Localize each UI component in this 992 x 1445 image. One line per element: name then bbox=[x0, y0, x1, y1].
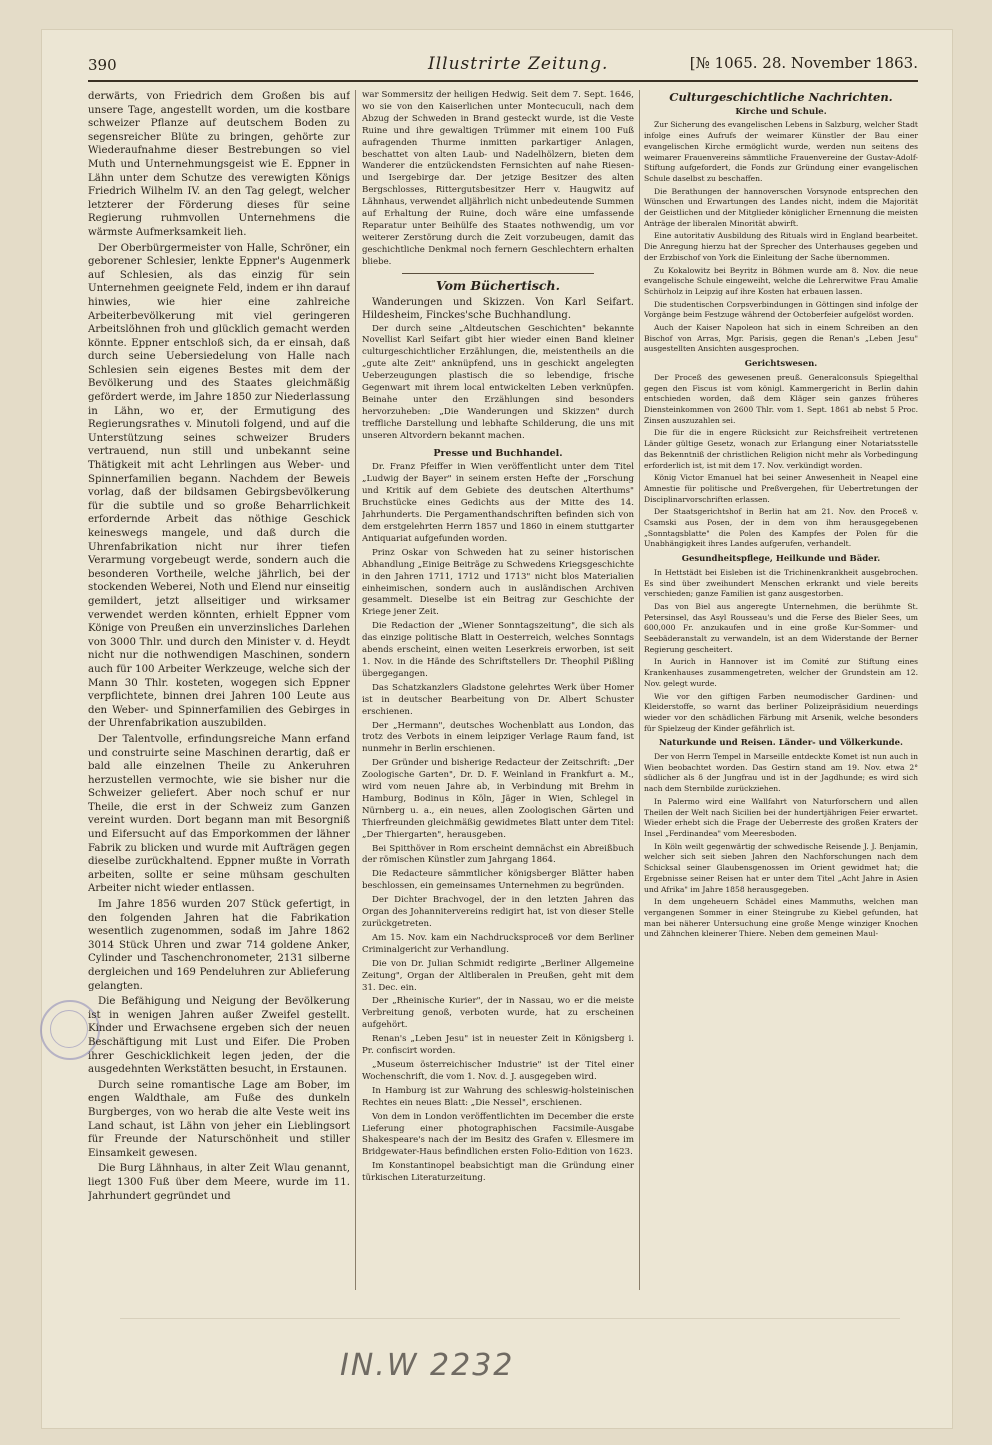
news-item: Das von Biel aus angeregte Unternehmen, die berühmte St. Petersinsel, das Asyl Rousseau's und die Ferse des Bieler Sees, um 600,000 Fr. anzukaufen und in eine große Kur-Sommer- und Seebäderanstalt zu verwandeln, ist an dem Widerstande der Berner Regierung gescheitert. bbox=[644, 601, 918, 654]
news-item: Der „Hermann", deutsches Wochenblatt aus London, das trotz des Verbots in einem leipziger Verlage Raum fand, ist nunmehr in Berlin erschienen. bbox=[362, 720, 634, 755]
header-rule bbox=[88, 80, 918, 82]
book-title: Wanderungen und Skizzen. Von Karl Seifart. Hildesheim, Finckes'sche Buchhandlung. bbox=[362, 296, 634, 321]
news-item: Eine autoritativ Ausbildung des Rituals wird in England bearbeitet. Die Anregung hierzu hat der Sprecher des Unterhauses gegeben und der Erzbischof von York die Einleitung der Sache übernommen. bbox=[644, 231, 918, 262]
article-paragraph: Die Befähigung und Neigung der Bevölkerung ist in wenigen Jahren außer Zweifel gestellt. Kinder und Erwachsene ergeben sich der neuen Beschäftigung mit Lust und Eifer. Die Proben ihrer Geschicklichkeit legen jeden, der die ausgedehnten Werkstätten besucht, in Erstaunen. bbox=[88, 996, 350, 1076]
news-item: In Palermo wird eine Wallfahrt von Naturforschern und allen Theilen der Welt nach Sicilien bei der hundertjährigen Feier erwartet. Wieder erhebt sich die Frage der Ueberreste des großen Kraters der Insel „Ferdinandea" vom Meeresboden. bbox=[644, 796, 918, 838]
news-item: Der Proceß des gewesenen preuß. Generalconsuls Spiegelthal gegen den Fiscus ist vom königl. Kammergericht in Berlin dahin entschieden worden, daß dem Kläger sein ganzes früheres Diensteinkommen von 2600 Thlr. vom 1. Sept. 1861 ab nebst 5 Proc. Zinsen auszuzahlen sei. bbox=[644, 372, 918, 425]
news-item: Der „Rheinische Kurier", der in Nassau, wo er die meiste Verbreitung genoß, verboten wurde, hat zu erscheinen aufgehört. bbox=[362, 996, 634, 1031]
news-item: Renan's „Leben Jesu" ist in neuester Zeit in Königsberg i. Pr. confiscirt worden. bbox=[362, 1034, 634, 1057]
news-item: Der Gründer und bisherige Redacteur der Zeitschrift: „Der Zoologische Garten", Dr. D. F. Weinland in Frankfurt a. M., wird vom neuen Jahre ab, in Verbindung mit Brehm in Hamburg, Bodinus in Köln, Jäger in Wien, Schlegel in Nürnberg u. a., ein neues, allen Zoologischen Gärten und Thierfreunden gleichmäßig gewidmetes Blatt unter dem Titel: „Der Thiergarten", herausgeben. bbox=[362, 758, 634, 840]
article-paragraph: Der Oberbürgermeister von Halle, Schröner, ein geborener Schlesier, lenkte Eppner's Augenmerk auf Schlesien, als das einzig für sein Unternehmen geeignete Feld, indem er ihn darauf hinwies, wie hier eine zahlreiche Arbeiterbevölkerung mit viel geringeren Arbeitslöhnen froh und glücklich gemacht werden könnte. Eppner entschloß sich, da er einsah, daß durch seine Uebersiedelung von Halle nach Schlesien sein eigenes Bestes mit dem der Bevölkerung und des Staates gleichmäßig gefördert werde, im Jahre 1850 zur Niederlassung in Lähn, wo er, der Ermutigung des Regierungsrathes v. Minutoli folgend, und auf die Unterstützung seines schweizer Bruders vertrauend, nun still und unbekannt seine Thätigkeit mit acht Lehrlingen aus Weber- und Spinnerfamilien begann. Nachdem der Beweis vorlag, daß der bildsamen Gebirgsbevölkerung für die subtile und so große Beharrlichkeit erfordernde Arbeit das nöthige Geschick keineswegs mangele, und daß durch die Uhrenfabrikation nicht nur ihrer tiefen Verarmung vorgebeugt werde, sondern auch die besonderen Vortheile, welche jährlich, bei der stockenden Weberei, Noth und Elend nur einseitig gemildert, jetzt allseitiger und wirksamer verwendet werden könnten, erhielt Eppner vom Könige von Preußen ein unverzinsliches Darlehen von 3000 Thlr. und durch den Minister v. d. Heydt nicht nur die nothwendigen Maschinen, sondern auch für 100 Arbeiter Werkzeuge, welche sich der Mann 30 Thlr. kosteten, wogegen sich Eppner verpflichtete, binnen drei Jahren 100 Leute aus den Weber- und Spinnerfamilien des Gebirges in der Uhrenfabrikation auszubilden. bbox=[88, 242, 350, 730]
article-paragraph: derwärts, von Friedrich dem Großen bis auf unsere Tage, angestellt worden, um die kostbare schweizer Pflanze auf deutschem Boden zu segensreicher Blüte zu bringen, gehörte zur Wiederaufnahme dieser Bestrebungen so viel Muth und Unternehmungsgeist wie E. Eppner in Lähn unter dem Schutze des verewigten Königs Friedrich Wilhelm IV. an den Tag gelegt, welcher letzterer der Förderung dieses für seine Regierung ruhmvollen Unternehmens die wärmste Aufmerksamkeit lieh. bbox=[88, 91, 350, 238]
section-heading-press: Presse und Buchhandel. bbox=[433, 447, 563, 459]
news-item: Die Berathungen der hannoverschen Vorsynode entsprechen den Wünschen und Erwartungen des Landes nicht, indem die Majorität der Geistlichen und der Mitglieder königlicher Ernennung die meisten Anträge der liberalen Minorität abwirft. bbox=[644, 186, 918, 228]
column-3 bbox=[644, 90, 918, 1290]
news-item: Am 15. Nov. kam ein Nachdrucksproceß vor dem Berliner Criminalgericht zur Verhandlung. bbox=[362, 932, 634, 955]
column-separator bbox=[355, 90, 356, 1290]
column-2 bbox=[362, 90, 634, 1290]
news-item: Das Schatzkanzlers Gladstone gelehrtes Werk über Homer ist in deutscher Bearbeitung von Dr. Albert Schuster erschienen. bbox=[362, 682, 634, 717]
news-item: „Museum österreichischer Industrie" ist der Titel einer Wochenschrift, die vom 1. Nov. d. J. ausgegeben wird. bbox=[362, 1059, 634, 1082]
news-item: In Köln weilt gegenwärtig der schwedische Reisende J. J. Benjamin, welcher sich seit sieben Jahren den Nachforschungen nach dem Schicksal seiner Glaubensgenossen im Orient gewidmet hat; die Ergebnisse seiner Reisen hat er unter dem Titel „Acht Jahre in Asien und Afrika" im Jahre 1858 herausgegeben. bbox=[644, 841, 918, 894]
news-item: Die von Dr. Julian Schmidt redigirte „Berliner Allgemeine Zeitung", Organ der Altliberalen in Preußen, geht mit dem 31. Dec. ein. bbox=[362, 958, 634, 993]
column-separator bbox=[639, 90, 640, 1290]
news-item: Der Dichter Brachvogel, der in den letzten Jahren das Organ des Johannitervereins redigirt hat, ist von dieser Stelle zurückgetreten. bbox=[362, 895, 634, 929]
article-paragraph: Durch seine romantische Lage am Bober, im engen Waldthale, am Fuße des dunkeln Burgberges, von wo herab die alte Veste weit ins Land schaut, ist Lähn von jeher ein Lieblingsort für Freunde der Naturschönheit und stiller Einsamkeit gewesen. bbox=[88, 1079, 350, 1159]
news-item: In Aurich in Hannover ist im Comité zur Stiftung eines Krankenhauses zusammengetreten, welcher der Grundstein am 12. Nov. gelegt wurde. bbox=[644, 657, 918, 688]
page-number: 390 bbox=[88, 56, 117, 74]
news-item: Dr. Franz Pfeiffer in Wien veröffentlicht unter dem Titel „Ludwig der Bayer" in seinem ersten Hefte der „Forschung und Kritik auf dem Gebiete des deutschen Alterthums" Bruchstücke eines Gedichts aus der Mitte des 14. Jahrhunderts. Die Pergamenthandschriften befinden sich von dem erstgelehrten Herrn 1857 und 1860 in einem stuttgarter Antiquariat aufgefunden worden. bbox=[362, 462, 634, 544]
article-paragraph: Die Burg Lähnhaus, in alter Zeit Wlau genannt, liegt 1300 Fuß über dem Meere, wurde im 11. Jahrhundert gegründet und bbox=[88, 1163, 350, 1202]
subheading-church: Kirche und Schule. bbox=[735, 106, 827, 117]
news-item: Die studentischen Corpsverbindungen in Göttingen sind infolge der Vorgänge beim Festzuge während der Octoberfeier aufgelöst worden. bbox=[644, 299, 918, 320]
news-item: Die Redaction der „Wiener Sonntagszeitung", die sich als das einzige politische Blatt in Oesterreich, welches Sonntags abends erscheint, einen weiten Leserkreis erworben, ist seit 1. Nov. in die Hände des Schriftstellers Dr. Theophil Pißling übergegangen. bbox=[362, 621, 634, 679]
news-item: Die Redacteure sämmtlicher königsberger Blätter haben beschlossen, ein gemeinsames Unternehmen zu begründen. bbox=[362, 869, 634, 892]
fold-line bbox=[120, 1318, 900, 1319]
issue-date: [№ 1065. 28. November 1863. bbox=[689, 54, 918, 72]
news-item: Wie vor den giftigen Farben neumodischer Gardinen- und Kleiderstoffe, so warnt das berliner Polizeipräsidium neuerdings wieder vor den schädlichen Färbung mit Arsenik, welche besonders für Spielzeug der Kinder gefährlich ist. bbox=[644, 691, 918, 733]
book-review: Der durch seine „Altdeutschen Geschichten" bekannte Novellist Karl Seifart gibt hier wieder einen Band kleiner culturgeschichtlicher Erzählungen, die, meistentheils an die „gute alte Zeit" anknüpfend, uns in geschickt angelegten Ueberzeugungen plastisch die so lebendige, frische Gegenwart mit ihrem local entwickelten Leben verknüpfen. Beinahe unter den Erzählungen sind besonders hervorzuheben: „Die Wanderungen und Skizzen" durch treffliche Darstellung und lebhafte Schilderung, die uns mit unseren Altvordern bekannt machen. bbox=[362, 323, 634, 441]
news-item: Bei Spitthöver in Rom erscheint demnächst ein Abreißbuch der römischen Künstler zum Jahrgang 1864. bbox=[362, 843, 634, 866]
article-paragraph: Der Talentvolle, erfindungsreiche Mann erfand und construirte seine Maschinen derartig, daß er bald alle einzelnen Theile zu Ankeruhren herzustellen vermochte, wie sie bisher nur die Schweizer geliefert. Aber noch schuf er nur Theile, die erst in der Schweiz zum Ganzen vereint wurden. Dort begann man mit Besorgniß und Eifersucht auf das Emporkommen der lähner Fabrik zu blicken und wurde mit Aufträgen gegen dieselbe zurückhaltend. Eppner mußte in Vorrath arbeiten, sollte er seine mühsam geschulten Arbeiter nicht wieder entlassen. bbox=[88, 733, 350, 895]
column-1 bbox=[88, 90, 350, 1290]
news-item: In Hamburg ist zur Wahrung des schleswig-holsteinischen Rechtes ein neues Blatt: „Die Nessel", erschienen. bbox=[362, 1085, 634, 1108]
news-item: In dem ungeheuern Schädel eines Mammuths, welchen man vergangenen Sommer in einer Steingrube zu Kiebel gefunden, hat man bei näherer Untersuchung eine große Menge winziger Knochen und Zähnchen kleinerer Thiere. Neben dem gemeinen Maul- bbox=[644, 897, 918, 939]
section-divider bbox=[402, 273, 594, 274]
news-item: Die für die in engere Rücksicht zur Reichsfreiheit vertretenen Länder gültige Gesetz, wonach zur Erlangung einer Notariatsstelle das Bekenntniß der christlichen Religion nicht mehr als Vorbedingung erforderlich ist, ist mit dem 17. Nov. verkündigt worden. bbox=[644, 428, 918, 470]
news-item: In Hettstädt bei Eisleben ist die Trichinenkrankheit ausgebrochen. Es sind über zweihundert Menschen erkrankt und viele bereits verschieden; ganze Familien ist ganz ausgestorben. bbox=[644, 567, 918, 599]
masthead-title: Illustrirte Zeitung. bbox=[428, 54, 609, 74]
news-item: Im Konstantinopel beabsichtigt man die Gründung einer türkischen Literaturzeitung. bbox=[362, 1161, 634, 1184]
subheading-health: Gesundheitspflege, Heilkunde und Bäder. bbox=[681, 554, 881, 565]
news-item: Von dem in London veröffentlichten im December die erste Lieferung einer photographischen Facsimile-Ausgabe Shakespeare's nach der im Besitz des Grafen v. Ellesmere im Bridgewater-Haus befindlichen ersten Folio-Edition von 1623. bbox=[362, 1111, 634, 1158]
news-item: Zu Kokalowitz bei Beyritz in Böhmen wurde am 8. Nov. die neue evangelische Schule eingeweiht, welche die Lehrerwitwe Frau Amalie Schürholz in Leipzig auf ihre Kosten hat erbauen lassen. bbox=[644, 265, 918, 296]
news-item: König Victor Emanuel hat bei seiner Anwesenheit in Neapel eine Amnestie für politische und Preßvergehen, für Uebertretungen der Disciplinarvorschriften erlassen. bbox=[644, 473, 918, 504]
news-item: Prinz Oskar von Schweden hat zu seiner historischen Abhandlung „Einige Beiträge zu Schwedens Kriegsgeschichte in den Jahren 1711, 1712 und 1713" nicht blos Materialien einheimischen, sondern auch in ausländischen Archiven gesammelt. Dieselbe ist ein Beitrag zur Geschichte der Kriege jener Zeit. bbox=[362, 547, 634, 618]
news-item: Auch der Kaiser Napoleon hat sich in einem Schreiben an den Bischof von Arras, Mgr. Parisis, gegen die Renan's „Leben Jesu" ausgestellten Ansichten ausgesprochen. bbox=[644, 323, 918, 354]
section-heading-culture: Culturgeschichtliche Nachrichten. bbox=[669, 90, 893, 104]
subheading-court: Gerichtswesen. bbox=[744, 359, 818, 370]
article-paragraph: war Sommersitz der heiligen Hedwig. Seit dem 7. Sept. 1646, wo sie von den Kaiserlichen unter Montecuculi, nach dem Abzug der Schweden in Brand gesteckt wurde, ist die Veste Ruine und ihre gewaltigen Trümmer mit einem 100 Fuß aufragenden Thurme inmitten parkartiger Anlagen, beschattet von alten Laub- und Nadelhölzern, bieten dem Wanderer die entzückendsten Fernsichten auf nahe Riesen- und Isergebirge dar. Der jetzige Besitzer des alten Bergschlosses, Rittergutsbesitzer Herr v. Haugwitz auf Lähnhaus, verwendet alljährlich nicht unbedeutende Summen auf Erhaltung der Ruine, doch wäre eine umfassende Reparatur unter Beihülfe des Staates nothwendig, um vor weiterer Zerstörung durch die Zeit vorzubeugen, damit das geschichtliche Denkmal noch fernern Geschlechtern erhalten bliebe. bbox=[362, 90, 634, 267]
news-item: Der von Herrn Tempel in Marseille entdeckte Komet ist nun auch in Wien beobachtet worden. Das Gestirn stand am 19. Nov. etwa 2° südlicher als δ der Jungfrau und ist in der Jagdhunde; es wird sich nach dem Sternbilde zurückziehen. bbox=[644, 752, 918, 794]
handwritten-shelfmark: IN.W 2232 bbox=[340, 1348, 515, 1383]
page-header bbox=[88, 48, 918, 78]
section-heading-books: Vom Büchertisch. bbox=[436, 277, 560, 293]
news-item: Der Staatsgerichtshof in Berlin hat am 21. Nov. den Proceß v. Csamski aus Posen, der in dem von ihm herausgegebenen „Sonntagsblatte" die Polen des Kampfes der Polen für die Unabhängigkeit ihres Landes aufgerufen, verhandelt. bbox=[644, 507, 918, 549]
article-paragraph: Im Jahre 1856 wurden 207 Stück gefertigt, in den folgenden Jahren hat die Fabrikation wesentlich zugenommen, sodaß im Jahre 1862 3014 Stück Uhren und zwar 714 goldene Anker, Cylinder und Taschenchronometer, 2131 silberne dergleichen und 169 Pendeluhren zur Ablieferung gelangten. bbox=[88, 899, 350, 992]
subheading-nature: Naturkunde und Reisen. Länder- und Völkerkunde. bbox=[659, 738, 903, 749]
news-item: Zur Sicherung des evangelischen Lebens in Salzburg, welcher Stadt infolge eines Aufrufs der weimarer Künstler der Bau einer evangelischen Kirche ermöglicht wurde, werden nun seitens des weimarer Frauenvereins sämmtliche Frauenvereine der Gustav-Adolf-Stiftung aufgefordert, die Fonds zur Gründung einer evangelischen Schule daselbst zu beschaffen. bbox=[644, 120, 918, 183]
